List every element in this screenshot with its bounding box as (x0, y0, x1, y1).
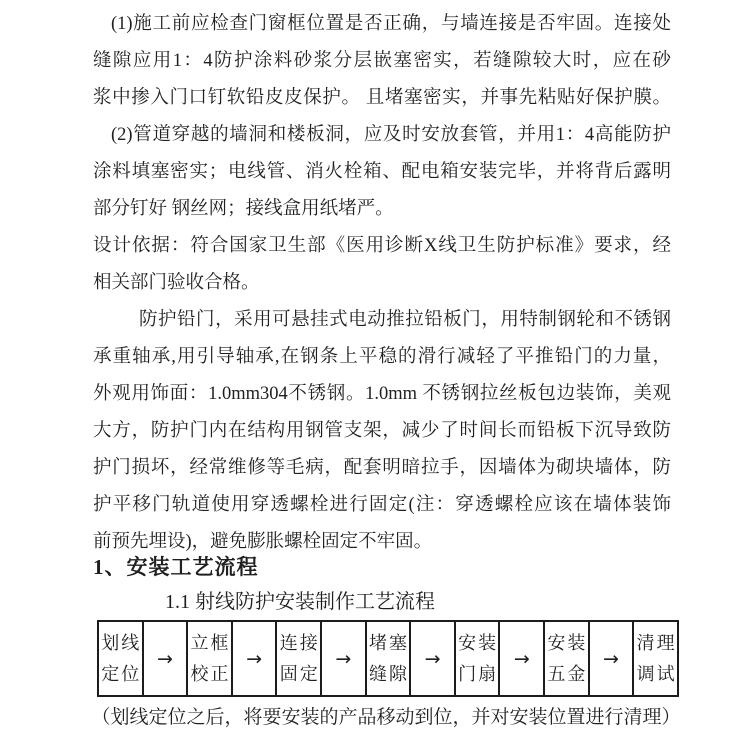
arrow-glyph: → (335, 647, 352, 670)
flow-step-anzhuang-menshan (456, 622, 501, 695)
doc-line: 承重轴承,用引导轴承,在钢条上平稳的滑行减轻了平推铅门的力量， (93, 347, 671, 367)
doc-line: 缝隙应用1：4防护涂料砂浆分层嵌塞密实，若缝隙较大时，应在砂 (93, 51, 671, 71)
flow-step-label: 立框 (190, 632, 231, 653)
doc-line: 相关部门验收合格。 (93, 273, 260, 293)
doc-line: 护门损坏，经常维修等毛病，配套明暗拉手，因墙体为砌块墙体，防 (93, 458, 671, 478)
doc-line: 设计依据：符合国家卫生部《医用诊断X线卫生防护标准》要求，经 (93, 236, 671, 256)
flow-step-label: 安装 (547, 632, 588, 653)
arrow-glyph: → (156, 647, 173, 670)
flow-step-dusai-fengxi (367, 622, 412, 695)
body-text (93, 6, 671, 561)
arrow-right-icon (233, 622, 278, 695)
arrow-glyph: → (603, 647, 619, 670)
flow-step-label: 定位 (101, 663, 142, 684)
flow-step-qingli-tiaoshi (634, 622, 677, 695)
flow-step-label: 五金 (547, 663, 588, 684)
process-flow-table (97, 620, 679, 697)
flow-step-label: 缝隙 (368, 663, 409, 684)
flow-step-label: 调试 (636, 663, 677, 684)
arrow-right-icon (411, 622, 456, 695)
arrow-right-icon (500, 622, 545, 695)
doc-line: 防护铅门，采用可悬挂式电动推拉铅板门，用特制钢轮和不锈钢 (139, 310, 671, 330)
arrow-right-icon (322, 622, 367, 695)
arrow-right-icon (144, 622, 189, 695)
doc-line: 护平移门轨道使用穿透螺栓进行固定(注：穿透螺栓应该在墙体装饰 (93, 495, 671, 515)
doc-line: 涂料填塞密实；电线管、消火栓箱、配电箱安装完毕，并将背后露明 (93, 162, 671, 182)
flow-step-label: 连接 (279, 632, 320, 653)
doc-line: (2)管道穿越的墙洞和楼板洞，应及时安放套管，并用1：4高能防护 (111, 125, 671, 145)
flow-step-label: 门扇 (458, 663, 499, 684)
doc-line: 部分钉好 钢丝网；接线盒用纸堵严。 (93, 199, 394, 219)
flow-step-label: 划线 (101, 632, 142, 653)
doc-line: 大方，防护门内在结构用钢管支架，减少了时间长而铅板下沉导致防 (93, 421, 671, 441)
flow-footnote: （划线定位之后，将要安装的产品移动到位，并对安装位置进行清理） (91, 707, 681, 728)
flow-step-anzhuang-wujin (545, 622, 590, 695)
flow-step-lianjie-guding (277, 622, 322, 695)
arrow-right-icon (590, 622, 635, 695)
doc-line: (1)施工前应检查门窗框位置是否正确，与墙连接是否牢固。连接处 (111, 14, 671, 34)
flow-step-label: 校正 (190, 663, 231, 684)
flow-step-label: 安装 (458, 632, 499, 653)
section-heading: 1、安装工艺流程 (93, 555, 259, 579)
doc-line: 外观用饰面：1.0mm304不锈钢。1.0mm 不锈钢拉丝板包边装饰，美观 (93, 384, 671, 404)
doc-line: 前预先埋设)，避免膨胀螺栓固定不牢固。 (93, 532, 433, 552)
subsection-heading: 1.1 射线防护安装制作工艺流程 (165, 591, 435, 613)
flow-step-likuang-jiaozheng (188, 622, 233, 695)
arrow-glyph: → (513, 647, 530, 670)
doc-line: 浆中掺入门口钉软铅皮皮保护。 且堵塞密实，并事先粘贴好保护膜。 (93, 88, 671, 108)
flow-step-huaxian-dingwei (99, 622, 144, 695)
flow-step-label: 清理 (636, 632, 677, 653)
arrow-glyph: → (246, 647, 263, 670)
flow-step-label: 固定 (279, 663, 320, 684)
arrow-glyph: → (424, 647, 441, 670)
flow-step-label: 堵塞 (368, 632, 409, 653)
